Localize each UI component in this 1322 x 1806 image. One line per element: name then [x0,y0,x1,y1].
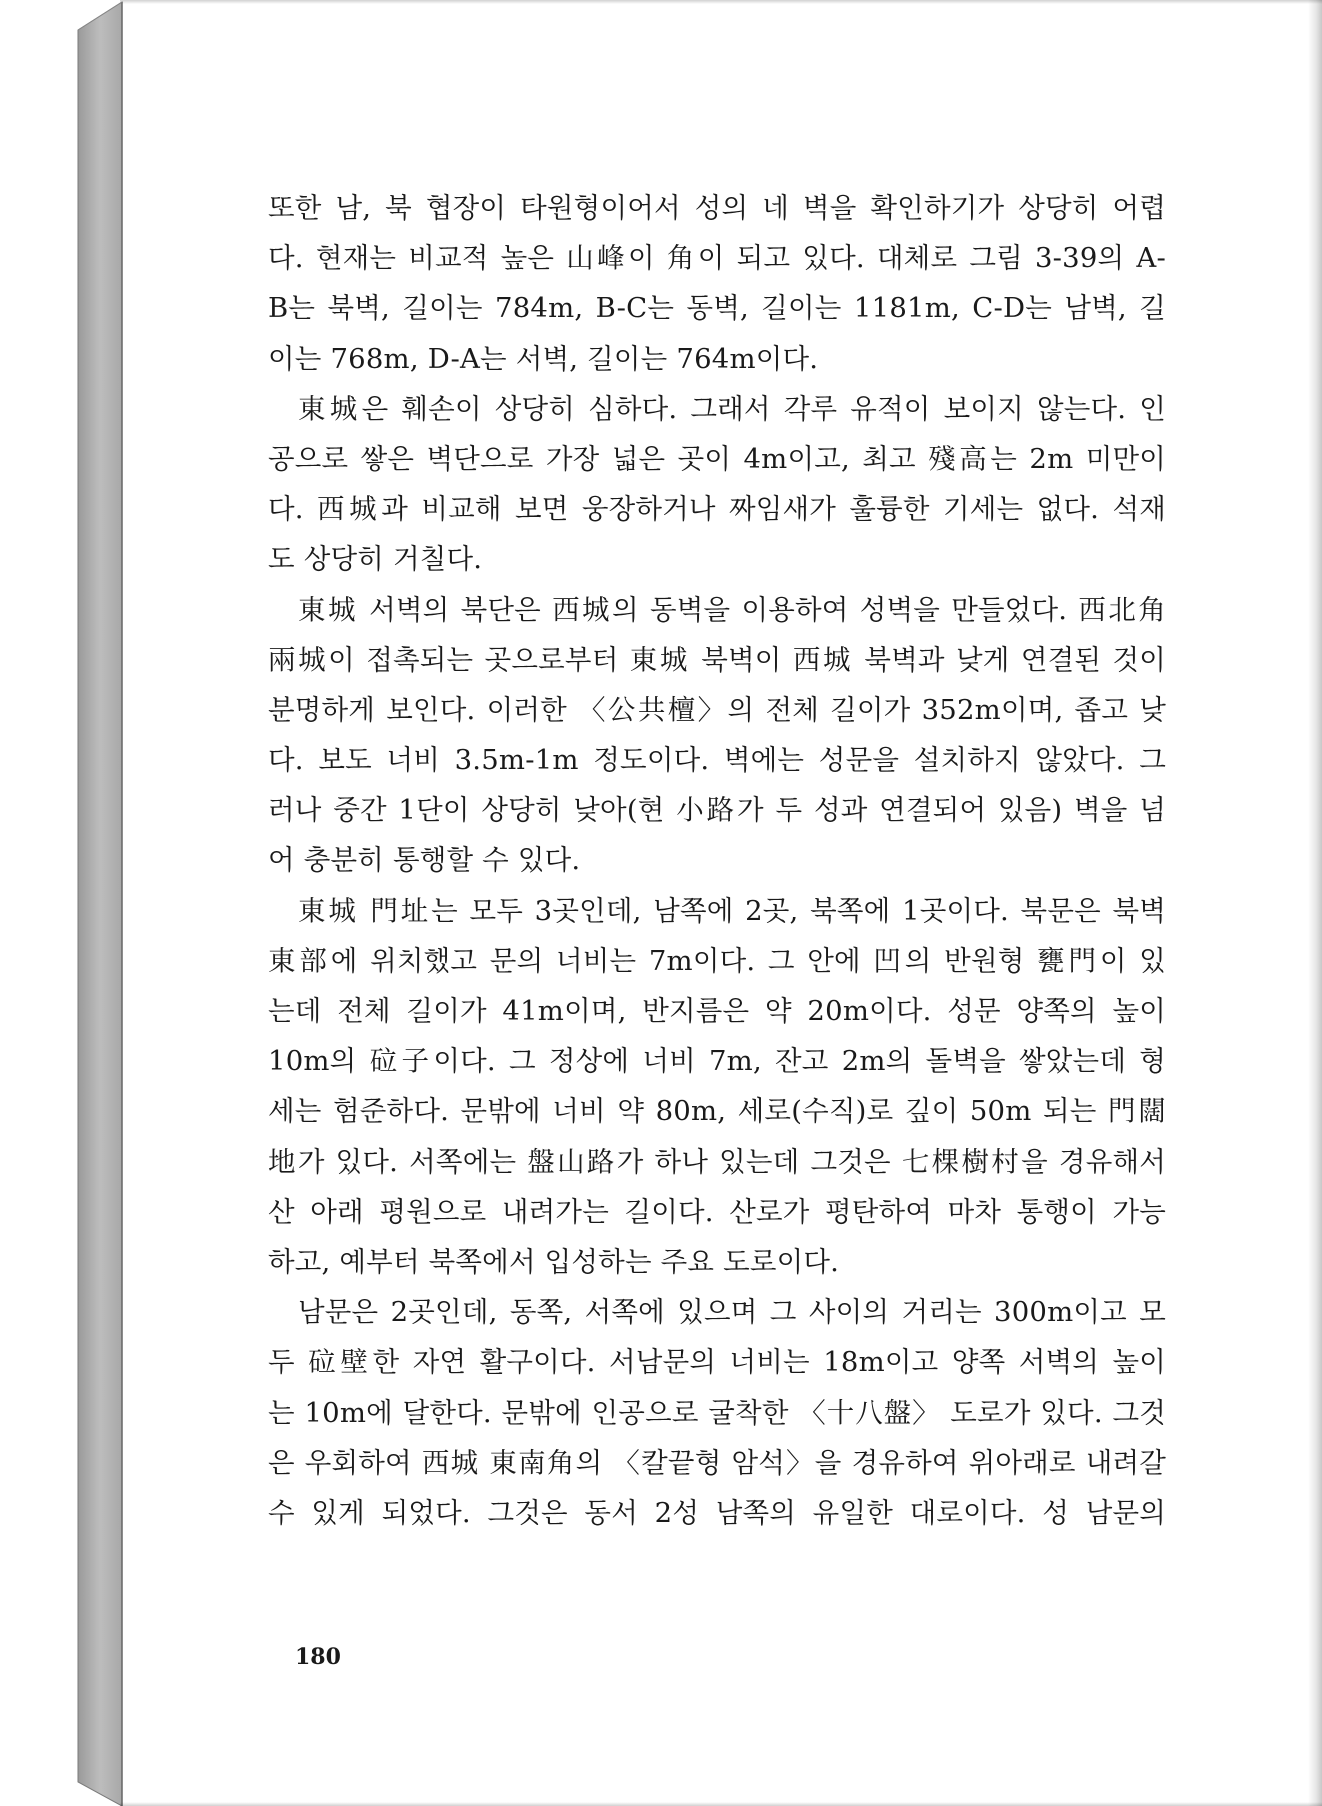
text-line: 러나 중간 1단이 상당히 낮아(현 小路가 두 성과 연결되어 있음) 벽을 넘 [268,794,1166,827]
text-line: 남문은 2곳인데, 동쪽, 서쪽에 있으며 그 사이의 거리는 300m이고 모 [298,1296,1166,1329]
text-line: 다. 현재는 비교적 높은 山峰이 角이 되고 있다. 대체로 그림 3-39의 A- [268,242,1166,275]
text-line: 는 10m에 달한다. 문밖에 인공으로 굴착한 〈十八盤〉 도로가 있다. 그것 [268,1396,1166,1429]
text-line: 10m의 砬子이다. 그 정상에 너비 7m, 잔고 2m의 돌벽을 쌓았는데 형 [268,1045,1166,1078]
page-right-shadow [1308,0,1322,1806]
book-spine-edge [0,0,130,1806]
text-line: 地가 있다. 서쪽에는 盤山路가 하나 있는데 그것은 七棵樹村을 경유해서 [268,1145,1166,1178]
text-line: 공으로 쌓은 벽단으로 가장 넓은 곳이 4m이고, 최고 殘高는 2m 미만이 [268,442,1166,475]
text-line: 어 충분히 통행할 수 있다. [268,844,581,877]
text-line: 두 砬壁한 자연 활구이다. 서남문의 너비는 18m이고 양쪽 서벽의 높이 [268,1346,1166,1379]
page-bottom-shadow [120,1802,1322,1806]
text-line: 는데 전체 길이가 41m이며, 반지름은 약 20m이다. 성문 양쪽의 높이 [268,995,1166,1027]
text-line: B는 북벽, 길이는 784m, B-C는 동벽, 길이는 1181m, C-D는 남벽, 길 [268,292,1166,325]
text-line: 또한 남, 북 협장이 타원형이어서 성의 네 벽을 확인하기가 상당히 어렵 [268,192,1166,224]
text-line: 은 우회하여 西城 東南角의 〈칼끝형 암석〉을 경유하여 위아래로 내려갈 [268,1446,1166,1479]
text-line: 수 있게 되었다. 그것은 동서 2성 남쪽의 유일한 대로이다. 성 남문의 [268,1496,1166,1529]
text-line: 다. 西城과 비교해 보면 웅장하거나 짜임새가 훌륭한 기세는 없다. 석재 [268,493,1166,526]
text-line: 분명하게 보인다. 이러한 〈公共檀〉의 전체 길이가 352m이며, 좁고 낮 [268,693,1166,726]
text-line: 세는 험준하다. 문밖에 너비 약 80m, 세로(수직)로 깊이 50m 되는 門闊 [268,1095,1166,1128]
text-line: 東城 門址는 모두 3곳인데, 남쪽에 2곳, 북쪽에 1곳이다. 북문은 북벽 [298,894,1166,927]
text-line: 兩城이 접촉되는 곳으로부터 東城 북벽이 西城 북벽과 낮게 연결된 것이 [268,643,1166,676]
text-line: 東部에 위치했고 문의 너비는 7m이다. 그 안에 凹의 반원형 甕門이 있 [268,944,1166,977]
page-top-shadow [120,0,1322,4]
text-line: 산 아래 평원으로 내려가는 길이다. 산로가 평탄하여 마차 통행이 가능 [268,1195,1166,1228]
body-text [268,183,1166,1538]
text-line: 다. 보도 너비 3.5m-1m 정도이다. 벽에는 성문을 설치하지 않았다. 그 [268,744,1166,777]
text-line: 東城 서벽의 북단은 西城의 동벽을 이용하여 성벽을 만들었다. 西北角 [298,593,1166,626]
text-line: 도 상당히 거칠다. [268,543,483,576]
page-number: 180 [295,1644,341,1670]
text-line: 이는 768m, D-A는 서벽, 길이는 764m이다. [268,342,819,375]
text-line: 東城은 훼손이 상당히 심하다. 그래서 각루 유적이 보이지 않는다. 인 [298,392,1166,425]
text-line: 하고, 예부터 북쪽에서 입성하는 주요 도로이다. [268,1245,840,1278]
